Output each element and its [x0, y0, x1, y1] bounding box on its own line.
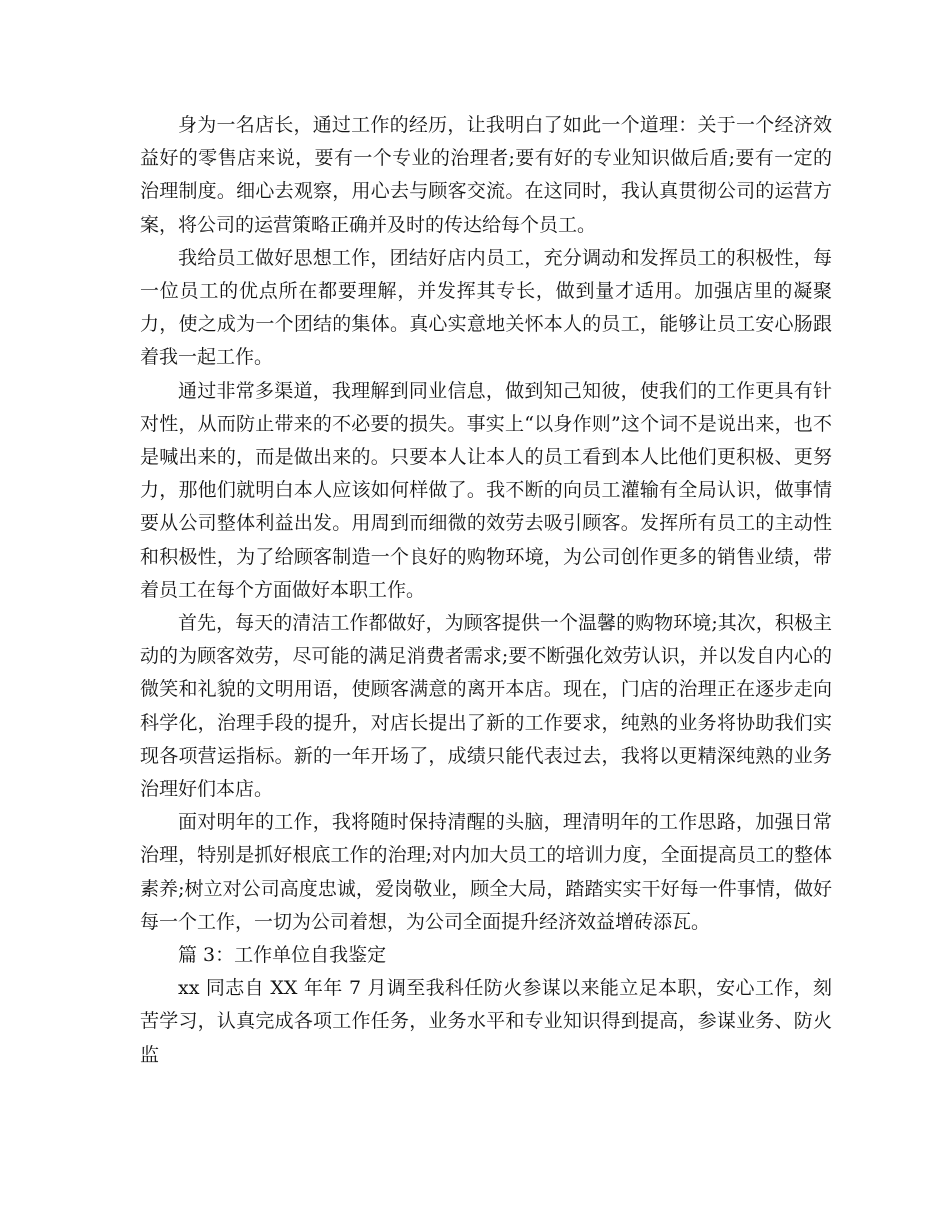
body-paragraph-1: 身为一名店长，通过工作的经历，让我明白了如此一个道理：关于一个经济效益好的零售店来说，要有一个专业的治理者;要有好的专业知识做后盾;要有一定的治理制度。细心去观察，用心去与顾客交流。在这同时，我认真贯彻公司的运营方案，将公司的运营策略正确并及时的传达给每个员工。: [140, 114, 832, 236]
body-paragraph-2: 我给员工做好思想工作，团结好店内员工，充分调动和发挥员工的积极性，每一位员工的优点所在都要理解，并发挥其专长，做到量才适用。加强店里的凝聚力，使之成为一个团结的集体。真心实意地关怀本人的员工，能够让员工安心肠跟着我一起工作。: [140, 246, 832, 369]
body-paragraph-3: 通过非常多渠道，我理解到同业信息，做到知己知彼，使我们的工作更具有针对性，从而防止带来的不必要的损失。事实上“以身作则”这个词不是说出来，也不是喊出来的，而是做出来的。只要本人让本人的员工看到本人比他们更积极、更努力，那他们就明白本人应该如何样做了。我不断的向员工灌输有全局认识，做事情要从公司整体利益出发。用周到而细微的效劳去吸引顾客。发挥所有员工的主动性和积极性，为了给顾客制造一个良好的购物环境，为公司创作更多的销售业绩，带着员工在每个方面做好本职工作。: [140, 379, 832, 601]
body-paragraph-4: 首先，每天的清洁工作都做好，为顾客提供一个温馨的购物环境;其次，积极主动的为顾客效劳，尽可能的满足消费者需求;要不断强化效劳认识，并以发自内心的微笑和礼貌的文明用语，使顾客满意的离开本店。现在，门店的治理正在逐步走向科学化，治理手段的提升，对店长提出了新的工作要求，纯熟的业务将协助我们实现各项营运指标。新的一年开场了，成绩只能代表过去，我将以更精深纯熟的业务治理好们本店。: [140, 612, 832, 801]
document-body: [140, 109, 832, 1072]
section-heading: 篇 3：工作单位自我鉴定: [178, 944, 387, 967]
body-paragraph-5: 面对明年的工作，我将随时保持清醒的头脑，理清明年的工作思路，加强日常治理，特别是抓好根底工作的治理;对内加大员工的培训力度，全面提高员工的整体素养;树立对公司高度忠诚，爱岗敬业，顾全大局，踏踏实实干好每一件事情，做好每一个工作，一切为公司着想，为公司全面提升经济效益增砖添瓦。: [140, 811, 832, 933]
body-paragraph-6: xx 同志自 XX 年年 7 月调至我科任防火参谋以来能立足本职，安心工作，刻苦学习，认真完成各项工作任务，业务水平和专业知识得到提高，参谋业务、防火监: [140, 977, 832, 1066]
